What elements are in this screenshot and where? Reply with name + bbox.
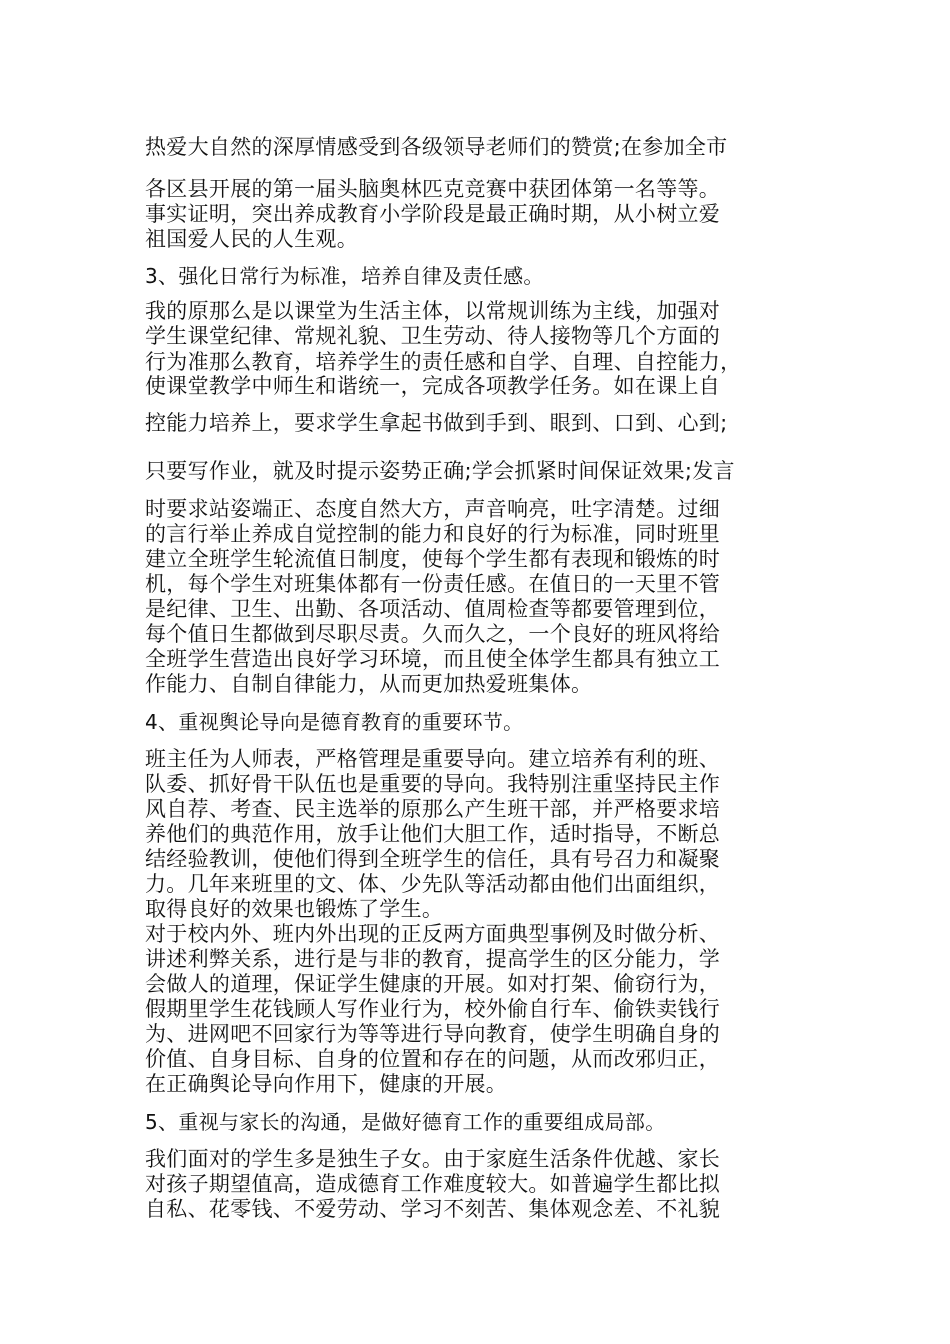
text-line: 热爱大自然的深厚情感受到各级领导老师们的赞赏;在参加全市 <box>145 135 728 159</box>
text-line: 建立全班学生轮流值日制度，使每个学生都有表现和锻炼的时 <box>145 547 721 571</box>
text-line: 作能力、自制自律能力，从而更加热爱班集体。 <box>145 672 593 696</box>
text-line: 假期里学生花钱顾人写作业行为，校外偷自行车、偷铁卖钱行 <box>145 997 721 1021</box>
text-line: 在正确舆论导向作用下，健康的开展。 <box>145 1072 508 1096</box>
text-line: 我们面对的学生多是独生子女。由于家庭生活条件优越、家长 <box>145 1147 721 1171</box>
text-line: 事实证明，突出养成教育小学阶段是最正确时期，从小树立爱 <box>145 202 721 226</box>
text-line: 结经验教训，使他们得到全班学生的信任，具有号召力和凝聚 <box>145 847 721 871</box>
text-line: 时要求站姿端正、态度自然大方，声音响亮，吐字清楚。过细 <box>145 497 721 521</box>
text-line: 只要写作业，就及时提示姿势正确;学会抓紧时间保证效果;发言 <box>145 459 735 483</box>
section-heading-5: 5、重视与家长的沟通，是做好德育工作的重要组成局部。 <box>145 1110 666 1134</box>
text-line: 讲述利弊关系，进行是与非的教育，提高学生的区分能力，学 <box>145 947 721 971</box>
text-line: 每个值日生都做到尽职尽责。久而久之，一个良好的班风将给 <box>145 622 721 646</box>
text-line: 价值、自身目标、自身的位置和存在的问题，从而改邪归正， <box>145 1047 721 1071</box>
text-line: 各区县开展的第一届头脑奥林匹克竞赛中获团体第一名等等。 <box>145 177 721 201</box>
text-line: 我的原那么是以课堂为生活主体，以常规训练为主线，加强对 <box>145 299 721 323</box>
text-line: 使课堂教学中师生和谐统一，完成各项教学任务。如在课上自 <box>145 374 721 398</box>
text-line: 自私、花零钱、不爱劳动、学习不刻苦、集体观念差、不礼貌 <box>145 1197 721 1221</box>
text-line: 为、进网吧不回家行为等等进行导向教育，使学生明确自身的 <box>145 1022 721 1046</box>
text-line: 的言行举止养成自觉控制的能力和良好的行为标准，同时班里 <box>145 522 721 546</box>
text-line: 力。几年来班里的文、体、少先队等活动都由他们出面组织， <box>145 872 721 896</box>
text-line: 祖国爱人民的人生观。 <box>145 227 358 251</box>
text-line: 机，每个学生对班集体都有一份责任感。在值日的一天里不管 <box>145 572 721 596</box>
text-line: 养他们的典范作用，放手让他们大胆工作，适时指导，不断总 <box>145 822 721 846</box>
text-line: 学生课堂纪律、常规礼貌、卫生劳动、待人接物等几个方面的 <box>145 324 721 348</box>
text-line: 班主任为人师表，严格管理是重要导向。建立培养有利的班、 <box>145 747 721 771</box>
text-line: 取得良好的效果也锻炼了学生。 <box>145 897 444 921</box>
text-line: 对孩子期望值高，造成德育工作难度较大。如普遍学生都比拟 <box>145 1172 721 1196</box>
text-line: 对于校内外、班内外出现的正反两方面典型事例及时做分析、 <box>145 922 721 946</box>
text-line: 是纪律、卫生、出勤、各项活动、值周检查等都要管理到位， <box>145 597 721 621</box>
text-line: 控能力培养上，要求学生拿起书做到手到、眼到、口到、心到; <box>145 411 728 435</box>
text-line: 全班学生营造出良好学习环境，而且使全体学生都具有独立工 <box>145 647 721 671</box>
section-heading-4: 4、重视舆论导向是德育教育的重要环节。 <box>145 710 524 734</box>
text-line: 风自荐、考查、民主选举的原那么产生班干部，并严格要求培 <box>145 797 721 821</box>
text-line: 行为准那么教育，培养学生的责任感和自学、自理、自控能力， <box>145 350 742 374</box>
text-line: 队委、抓好骨干队伍也是重要的导向。我特别注重坚持民主作 <box>145 772 721 796</box>
section-heading-3: 3、强化日常行为标准，培养自律及责任感。 <box>145 264 544 288</box>
text-line: 会做人的道理，保证学生健康的开展。如对打架、偷窃行为， <box>145 972 721 996</box>
